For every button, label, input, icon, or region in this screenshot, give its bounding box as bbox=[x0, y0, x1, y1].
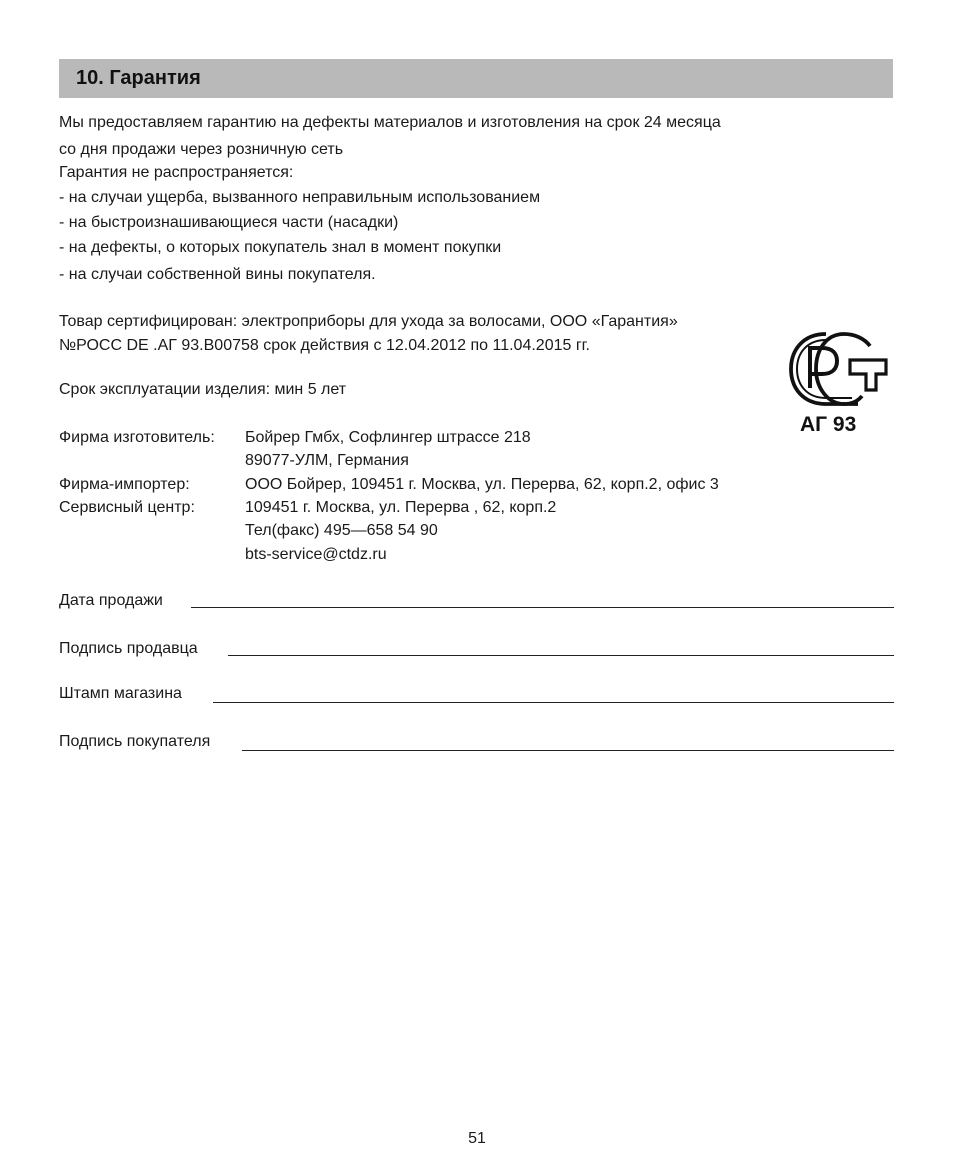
exclusions-title: Гарантия не распространяется: bbox=[59, 164, 294, 181]
service-center-label: Сервисный центр: bbox=[59, 499, 195, 516]
manufacturer-address-line: 89077-УЛМ, Германия bbox=[245, 452, 409, 469]
store-stamp-label: Штамп магазина bbox=[59, 685, 182, 702]
section-header bbox=[59, 59, 893, 98]
exclusion-item: - на быстроизнашивающиеся части (насадки) bbox=[59, 214, 399, 231]
sale-date-label: Дата продажи bbox=[59, 592, 163, 609]
service-center-address-line: 109451 г. Москва, ул. Перерва , 62, корп.2 bbox=[245, 499, 557, 516]
importer-label: Фирма-импортер: bbox=[59, 476, 190, 493]
manufacturer-address-line: Бойрер Гмбх, Софлингер штрассе 218 bbox=[245, 429, 531, 446]
manufacturer-label: Фирма изготовитель: bbox=[59, 429, 215, 446]
seller-signature-label: Подпись продавца bbox=[59, 640, 198, 657]
section-title: 10. Гарантия bbox=[76, 67, 201, 89]
service-center-phone: Тел(факс) 495—658 54 90 bbox=[245, 522, 438, 539]
store-stamp-field[interactable] bbox=[213, 702, 894, 703]
intro-line-2: со дня продажи через розничную сеть bbox=[59, 141, 344, 158]
logo-label: АГ 93 bbox=[800, 413, 857, 436]
exclusion-item: - на случаи ущерба, вызванного неправильным использованием bbox=[59, 189, 541, 206]
service-life: Срок эксплуатации изделия: мин 5 лет bbox=[59, 381, 347, 398]
importer-address-line: ООО Бойрер, 109451 г. Москва, ул. Перерва, 62, корп.2, офис 3 bbox=[245, 476, 719, 493]
intro-line-1: Мы предоставляем гарантию на дефекты материалов и изготовления на срок 24 месяца bbox=[59, 114, 721, 131]
seller-signature-field[interactable] bbox=[228, 655, 894, 656]
exclusion-item: - на случаи собственной вины покупателя. bbox=[59, 266, 376, 283]
buyer-signature-field[interactable] bbox=[242, 750, 894, 751]
buyer-signature-label: Подпись покупателя bbox=[59, 733, 211, 750]
certification-line-2: №РОСС DE .АГ 93.В00758 срок действия с 12.04.2012 по 11.04.2015 гг. bbox=[59, 337, 590, 354]
sale-date-field[interactable] bbox=[191, 607, 894, 608]
page-number: 51 bbox=[468, 1130, 486, 1147]
service-center-email: bts-service@ctdz.ru bbox=[245, 546, 387, 563]
exclusion-item: - на дефекты, о которых покупатель знал в момент покупки bbox=[59, 239, 502, 256]
certification-line-1: Товар сертифицирован: электроприборы для ухода за волосами, ООО «Гарантия» bbox=[59, 313, 678, 330]
